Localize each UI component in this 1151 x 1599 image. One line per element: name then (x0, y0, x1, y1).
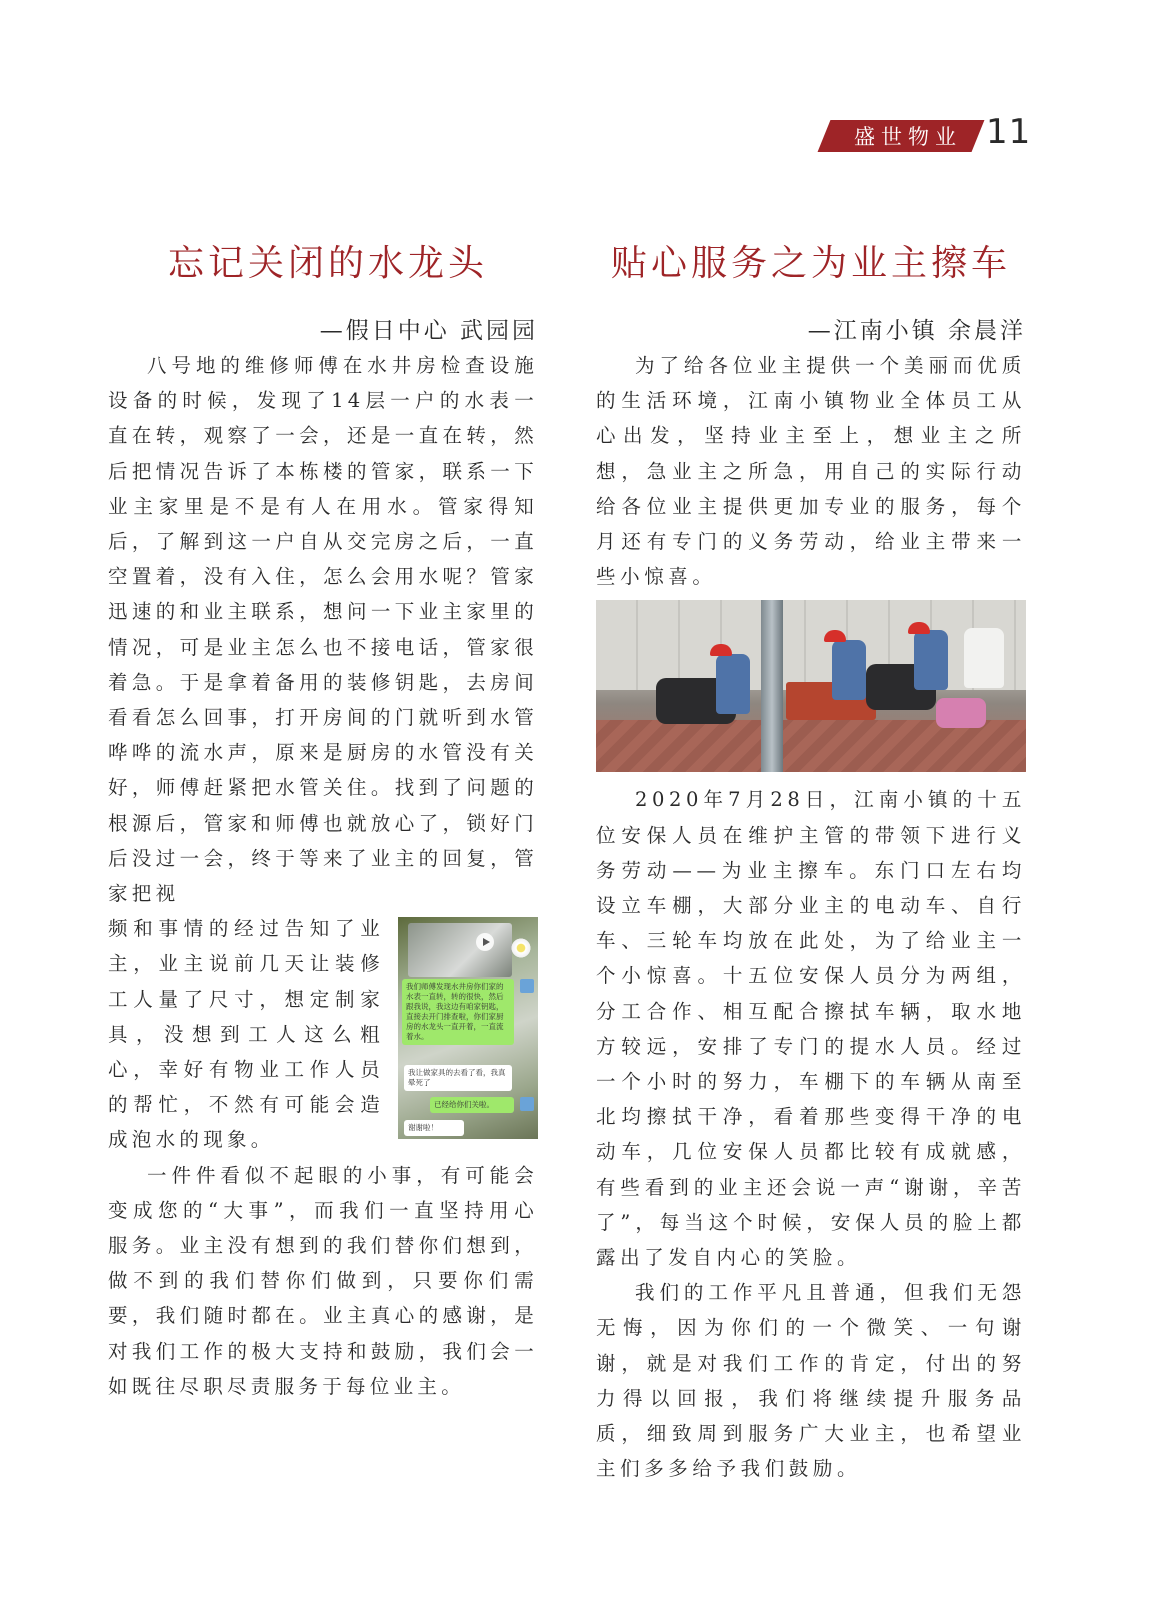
chat-bubble-4: 谢谢啦！ (404, 1120, 464, 1136)
worker-figure (964, 628, 1004, 688)
ground-decoration (596, 720, 1026, 772)
left-article-title: 忘记关闭的水龙头 (167, 243, 488, 284)
worker-figure (914, 630, 948, 690)
chat-bubble-2: 我让做家具的去看了看，我真晕死了 (404, 1065, 512, 1091)
scooter-shape (936, 698, 986, 728)
right-article-byline: —江南小镇 余晨洋 (807, 318, 1026, 344)
worker-figure (716, 654, 750, 714)
video-thumbnail (408, 923, 512, 977)
pole-shape (761, 600, 783, 772)
right-article (596, 236, 1026, 1486)
chat-screenshot-image (398, 917, 538, 1139)
left-article-byline: —假日中心 武园园 (319, 318, 538, 344)
avatar-icon (520, 979, 534, 993)
right-paragraph-1: 为了给各位业主提供一个美丽而优质的生活环境，江南小镇物业全体员工从心出发，坚持业主至上，想业主之所想，急业主之所急，用自己的实际行动给各位业主提供更加专业的服务，每个月还有专门的义务劳动，给业主带来一些小惊喜。 (596, 354, 1026, 589)
chat-bubble-3: 已经给你们关啦。 (430, 1097, 514, 1113)
red-cap (824, 630, 846, 642)
red-cap (710, 644, 732, 656)
left-paragraph-2: 频和事情的经过告知了业主，业主说前几天让装修工人量了尺寸，想定制家具，没想到工人这么粗心，幸好有物业工作人员的帮忙，不然有可能会造成泡水的现象。 (108, 917, 384, 1152)
chat-bubble-1: 我们师傅发现水井房你们家的水表一直转，转的很快，然后跟我说，我这边有咱家钥匙，直接去开门排查啦，你们家厨房的水龙头一直开着，一直流着水。 (402, 979, 514, 1045)
worker-figure (832, 640, 866, 700)
red-cap (908, 622, 930, 634)
left-article (108, 236, 538, 1404)
avatar-icon (520, 1097, 534, 1111)
right-paragraph-2: 2020年7月28日，江南小镇的十五位安保人员在维护主管的带领下进行义务劳动——为业主擦车。东门口左右均设立车棚，大部分业主的电动车、自行车、三轮车均放在此处，为了给业主一个小惊喜。十五位安保人员分为两组，分工合作、相互配合擦拭车辆，取水地方较远，安排了专门的提水人员。经过一个小时的努力，车棚下的车辆从南至北均擦拭干净，看着那些变得干净的电动车，几位安保人员都比较有成就感，有些看到的业主还会说一声“谢谢，辛苦了”，每当这个时候，安保人员的脸上都露出了发自内心的笑脸。 (596, 788, 1026, 1270)
left-paragraph-3: 一件件看似不起眼的小事，有可能会变成您的“大事”，而我们一直坚持用心服务。业主没有想到的我们替你们想到，做不到的我们替你们做到，只要你们需要，我们随时都在。业主真心的感谢，是对我们工作的极大支持和鼓励，我们会一如既往尽职尽责服务于每位业主。 (108, 1163, 538, 1398)
page-number: 11 (986, 112, 1032, 152)
section-tag: 盛世物业 (854, 125, 962, 149)
flower-decoration (510, 937, 532, 959)
right-article-title: 贴心服务之为业主擦车 (610, 243, 1011, 284)
car-wash-photo (596, 600, 1026, 772)
wall-decoration (596, 600, 1026, 690)
left-paragraph-1: 八号地的维修师傅在水井房检查设施设备的时候，发现了14层一户的水表一直在转，观察了一会，还是一直在转，然后把情况告诉了本栋楼的管家，联系一下业主家里是不是有人在用水。管家得知后，了解到这一户自从交完房之后，一直空置着，没有入住，怎么会用水呢？管家迅速的和业主联系，想问一下业主家里的情况，可是业主怎么也不接电话，管家很着急。于是拿着备用的装修钥匙，去房间看看怎么回事，打开房间的门就听到水管哗哗的流水声，原来是厨房的水管没有关好，师傅赶紧把水管关住。找到了问题的根源后，管家和师傅也就放心了，锁好门后没过一会，终于等来了业主的回复，管家把视 (108, 354, 538, 906)
right-paragraph-3: 我们的工作平凡且普通，但我们无怨无悔，因为你们的一个微笑、一句谢谢，就是对我们工作的肯定，付出的努力得以回报，我们将继续提升服务品质，细致周到服务广大业主，也希望业主们多多给予我们鼓励。 (596, 1281, 1026, 1481)
